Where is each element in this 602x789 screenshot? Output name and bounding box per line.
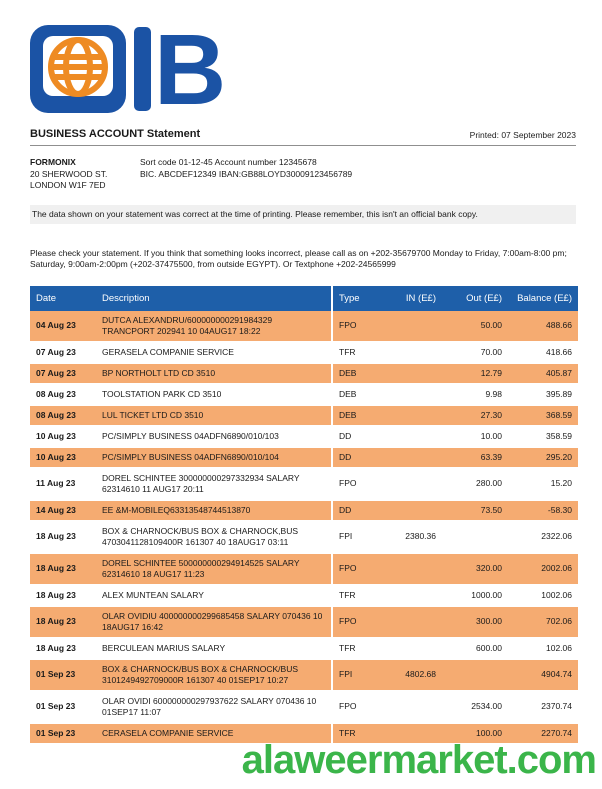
cell-date: 18 Aug 23 xyxy=(30,638,96,659)
header-divider xyxy=(30,145,576,146)
cell-in xyxy=(382,384,442,405)
cell-in xyxy=(382,553,442,585)
cell-balance: 358.59 xyxy=(508,426,578,447)
cell-description: DOREL SCHINTEE 300000000297332934 SALARY 62314610 11 AUG17 20:11 xyxy=(96,468,332,500)
cell-description: BERCULEAN MARIUS SALARY xyxy=(96,638,332,659)
address-block xyxy=(30,157,140,192)
cell-in xyxy=(382,447,442,468)
column-header-balance: Balance (E£) xyxy=(508,286,578,311)
cell-out xyxy=(442,521,508,553)
cell-in xyxy=(382,468,442,500)
cell-out: 320.00 xyxy=(442,553,508,585)
cell-type: TFR xyxy=(332,585,382,606)
address-line-1: 20 SHERWOOD ST. xyxy=(30,168,108,179)
cell-out: 63.39 xyxy=(442,447,508,468)
cell-balance: 2270.74 xyxy=(508,723,578,744)
table-row xyxy=(30,659,578,691)
cell-date: 07 Aug 23 xyxy=(30,363,96,384)
table-row xyxy=(30,638,578,659)
cell-in xyxy=(382,585,442,606)
cell-out: 27.30 xyxy=(442,405,508,426)
cell-description: LUL TICKET LTD CD 3510 xyxy=(96,405,332,426)
data-correct-note: The data shown on your statement was correct at the time of printing. Please remember, this isn't an official bank copy. xyxy=(30,205,576,224)
logo-letter-i xyxy=(134,27,151,111)
table-row xyxy=(30,521,578,553)
statement-table-body xyxy=(30,311,578,744)
cell-date: 01 Sep 23 xyxy=(30,723,96,744)
cell-type: DD xyxy=(332,426,382,447)
table-row xyxy=(30,447,578,468)
column-header-date: Date xyxy=(30,286,96,311)
cell-description: TOOLSTATION PARK CD 3510 xyxy=(96,384,332,405)
cell-in xyxy=(382,363,442,384)
cell-in xyxy=(382,426,442,447)
cell-balance: -58.30 xyxy=(508,500,578,521)
cell-date: 18 Aug 23 xyxy=(30,585,96,606)
cell-balance: 2322.06 xyxy=(508,521,578,553)
cell-date: 08 Aug 23 xyxy=(30,384,96,405)
printed-date: Printed: 07 September 2023 xyxy=(469,130,576,140)
cell-type: TFR xyxy=(332,638,382,659)
cib-logo-graphic xyxy=(30,24,235,114)
cell-out: 300.00 xyxy=(442,606,508,638)
cell-date: 08 Aug 23 xyxy=(30,405,96,426)
cell-date: 01 Sep 23 xyxy=(30,659,96,691)
cell-date: 04 Aug 23 xyxy=(30,311,96,342)
cell-date: 10 Aug 23 xyxy=(30,426,96,447)
cell-type: FPO xyxy=(332,468,382,500)
table-row xyxy=(30,426,578,447)
cell-type: DEB xyxy=(332,405,382,426)
cell-date: 11 Aug 23 xyxy=(30,468,96,500)
cell-type: FPO xyxy=(332,553,382,585)
cell-date: 07 Aug 23 xyxy=(30,342,96,363)
address-line-2: LONDON W1F 7ED xyxy=(30,180,106,190)
cell-out: 600.00 xyxy=(442,638,508,659)
cell-date: 18 Aug 23 xyxy=(30,606,96,638)
table-row xyxy=(30,500,578,521)
table-row xyxy=(30,553,578,585)
table-row xyxy=(30,384,578,405)
cell-balance: 395.89 xyxy=(508,384,578,405)
cell-out: 12.79 xyxy=(442,363,508,384)
globe-icon xyxy=(51,40,105,94)
cell-date: 01 Sep 23 xyxy=(30,691,96,723)
table-row xyxy=(30,342,578,363)
column-header-type: Type xyxy=(332,286,382,311)
cell-date: 10 Aug 23 xyxy=(30,447,96,468)
cell-type: FPO xyxy=(332,311,382,342)
cell-out: 1000.00 xyxy=(442,585,508,606)
cell-balance: 4904.74 xyxy=(508,659,578,691)
cell-in xyxy=(382,638,442,659)
cell-type: DD xyxy=(332,447,382,468)
account-details-block xyxy=(140,157,352,192)
cell-type: TFR xyxy=(332,723,382,744)
table-row xyxy=(30,311,578,342)
cell-description: BOX & CHARNOCK/BUS BOX & CHARNOCK/BUS 3101249492709000R 161307 40 01SEP17 10:27 xyxy=(96,659,332,691)
cell-out: 73.50 xyxy=(442,500,508,521)
logo-letter-b: B xyxy=(154,24,227,114)
cell-date: 18 Aug 23 xyxy=(30,521,96,553)
cell-type: TFR xyxy=(332,342,382,363)
cell-description: BP NORTHOLT LTD CD 3510 xyxy=(96,363,332,384)
table-row xyxy=(30,585,578,606)
table-row xyxy=(30,691,578,723)
cell-description: OLAR OVIDI 600000000297937622 SALARY 070436 10 01SEP17 11:07 xyxy=(96,691,332,723)
table-row xyxy=(30,363,578,384)
cell-balance: 488.66 xyxy=(508,311,578,342)
account-info-block xyxy=(30,157,576,192)
table-row xyxy=(30,468,578,500)
cell-description: DOREL SCHINTEE 500000000294914525 SALARY 62314610 18 AUG17 11:23 xyxy=(96,553,332,585)
bic-iban-line: BIC. ABCDEF12349 IBAN:GB88LOYD30009123456789 xyxy=(140,168,353,179)
statement-header-row xyxy=(30,128,576,140)
cell-description: DUTCA ALEXANDRU/600000000291984329 TRANCPORT 202941 10 04AUG17 18:22 xyxy=(96,311,332,342)
cib-logo xyxy=(30,24,576,116)
cell-type: DEB xyxy=(332,363,382,384)
table-row xyxy=(30,606,578,638)
cell-in: 4802.68 xyxy=(382,659,442,691)
cell-in xyxy=(382,500,442,521)
cell-balance: 102.06 xyxy=(508,638,578,659)
cell-out: 9.98 xyxy=(442,384,508,405)
cell-balance: 15.20 xyxy=(508,468,578,500)
cell-balance: 418.66 xyxy=(508,342,578,363)
cell-out xyxy=(442,659,508,691)
cell-balance: 702.06 xyxy=(508,606,578,638)
cell-out: 10.00 xyxy=(442,426,508,447)
cell-type: FPI xyxy=(332,659,382,691)
column-header-in: IN (E£) xyxy=(382,286,442,311)
cell-type: FPI xyxy=(332,521,382,553)
cell-balance: 1002.06 xyxy=(508,585,578,606)
cell-description: OLAR OVIDIU 400000000299685458 SALARY 070436 10 18AUG17 16:42 xyxy=(96,606,332,638)
cell-in xyxy=(382,691,442,723)
cell-balance: 2370.74 xyxy=(508,691,578,723)
account-holder-name: FORMONIX xyxy=(30,157,76,167)
table-row xyxy=(30,405,578,426)
cell-type: FPO xyxy=(332,691,382,723)
cell-description: EE &M-MOBILEQ63313548744513870 xyxy=(96,500,332,521)
watermark: alaweermarket.com xyxy=(241,738,596,782)
sort-code-account-line: Sort code 01-12-45 Account number 12345678 xyxy=(140,157,317,167)
cell-in xyxy=(382,342,442,363)
cell-balance: 368.59 xyxy=(508,405,578,426)
cell-description: GERASELA COMPANIE SERVICE xyxy=(96,342,332,363)
cell-out: 50.00 xyxy=(442,311,508,342)
cell-out: 280.00 xyxy=(442,468,508,500)
cell-out: 100.00 xyxy=(442,723,508,744)
cell-out: 70.00 xyxy=(442,342,508,363)
cell-in xyxy=(382,405,442,426)
cell-date: 18 Aug 23 xyxy=(30,553,96,585)
cell-balance: 295.20 xyxy=(508,447,578,468)
column-header-out: Out (E£) xyxy=(442,286,508,311)
column-header-description: Description xyxy=(96,286,332,311)
cell-balance: 405.87 xyxy=(508,363,578,384)
page-title: BUSINESS ACCOUNT Statement xyxy=(30,128,201,140)
cell-balance: 2002.06 xyxy=(508,553,578,585)
cell-date: 14 Aug 23 xyxy=(30,500,96,521)
cell-type: DEB xyxy=(332,384,382,405)
cell-type: FPO xyxy=(332,606,382,638)
cell-type: DD xyxy=(332,500,382,521)
cell-out: 2534.00 xyxy=(442,691,508,723)
check-statement-note: Please check your statement. If you think that something looks incorrect, please call as on +202-35679700 Monday to Friday, 7:00am-8:00 pm; Saturday, 9:00am-2:00pm (+202-37475500, from outside EGYPT). Or Textphone +202-24565999 xyxy=(30,247,567,269)
cell-description: CERASELA COMPANIE SERVICE xyxy=(96,723,332,744)
cell-description: PC/SIMPLY BUSINESS 04ADFN6890/010/103 xyxy=(96,426,332,447)
cell-in xyxy=(382,606,442,638)
cell-in xyxy=(382,311,442,342)
cell-description: PC/SIMPLY BUSINESS 04ADFN6890/010/104 xyxy=(96,447,332,468)
table-header-row xyxy=(30,286,578,311)
statement-table xyxy=(30,286,578,745)
cell-description: BOX & CHARNOCK/BUS BOX & CHARNOCK,BUS 4703041128109400R 161307 40 18AUG17 03:11 xyxy=(96,521,332,553)
cell-in: 2380.36 xyxy=(382,521,442,553)
cell-description: ALEX MUNTEAN SALARY xyxy=(96,585,332,606)
